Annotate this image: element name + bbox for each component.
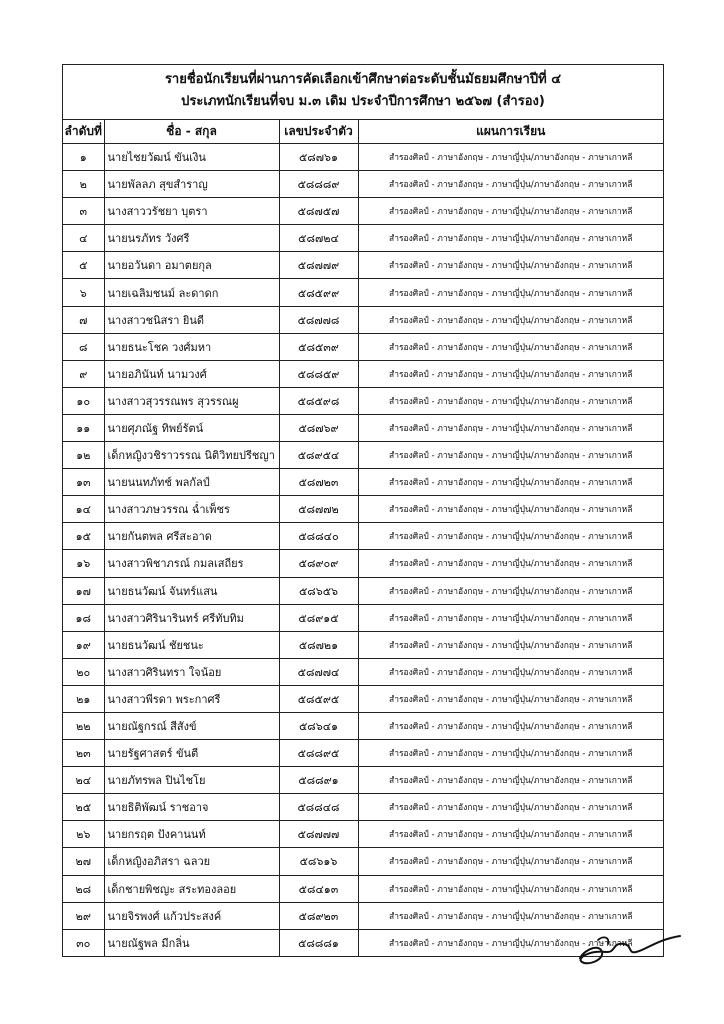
table-row xyxy=(63,387,663,414)
row-number: ๓๐ xyxy=(63,929,104,956)
table-row xyxy=(63,604,663,631)
table-row xyxy=(63,848,663,875)
row-number: ๕ xyxy=(63,252,104,279)
student-id: ๕๘๘๔๐ xyxy=(279,523,358,550)
page-title: รายชื่อนักเรียนที่ผ่านการคัดเลือกเข้าศึกษาต่อระดับชั้นมัธยมศึกษาปีที่ ๔ xyxy=(164,72,562,87)
study-plan: สำรองศิลป์ - ภาษาอังกฤษ - ภาษาญี่ปุ่น/ภาษาอังกฤษ - ภาษาเกาหลี xyxy=(358,252,663,279)
study-plan: สำรองศิลป์ - ภาษาอังกฤษ - ภาษาญี่ปุ่น/ภาษาอังกฤษ - ภาษาเกาหลี xyxy=(358,469,663,496)
student-id: ๕๘๗๕๗ xyxy=(279,198,358,225)
table-row xyxy=(63,712,663,739)
student-name: นางสาวชนิสรา ยินดี xyxy=(104,306,279,333)
student-id: ๕๘๕๙๙ xyxy=(279,279,358,306)
study-plan: สำรองศิลป์ - ภาษาอังกฤษ - ภาษาญี่ปุ่น/ภาษาอังกฤษ - ภาษาเกาหลี xyxy=(358,929,663,956)
table-row xyxy=(63,875,663,902)
study-plan: สำรองศิลป์ - ภาษาอังกฤษ - ภาษาญี่ปุ่น/ภาษาอังกฤษ - ภาษาเกาหลี xyxy=(358,414,663,441)
study-plan: สำรองศิลป์ - ภาษาอังกฤษ - ภาษาญี่ปุ่น/ภาษาอังกฤษ - ภาษาเกาหลี xyxy=(358,198,663,225)
table-row xyxy=(63,360,663,387)
study-plan: สำรองศิลป์ - ภาษาอังกฤษ - ภาษาญี่ปุ่น/ภาษาอังกฤษ - ภาษาเกาหลี xyxy=(358,848,663,875)
student-name: นายณัฐกรณ์ สีสังข์ xyxy=(104,712,279,739)
study-plan: สำรองศิลป์ - ภาษาอังกฤษ - ภาษาญี่ปุ่น/ภาษาอังกฤษ - ภาษาเกาหลี xyxy=(358,821,663,848)
student-name: นายนรภัทร วังศรี xyxy=(104,225,279,252)
study-plan: สำรองศิลป์ - ภาษาอังกฤษ - ภาษาญี่ปุ่น/ภาษาอังกฤษ - ภาษาเกาหลี xyxy=(358,360,663,387)
study-plan: สำรองศิลป์ - ภาษาอังกฤษ - ภาษาญี่ปุ่น/ภาษาอังกฤษ - ภาษาเกาหลี xyxy=(358,171,663,198)
student-name: นายนนทภัทช์ พลกัลป์ xyxy=(104,469,279,496)
student-id: ๕๘๙๒๓ xyxy=(279,902,358,929)
row-number: ๑ xyxy=(63,144,104,171)
study-plan: สำรองศิลป์ - ภาษาอังกฤษ - ภาษาญี่ปุ่น/ภาษาอังกฤษ - ภาษาเกาหลี xyxy=(358,604,663,631)
row-number: ๒๖ xyxy=(63,821,104,848)
row-number: ๒๐ xyxy=(63,658,104,685)
student-id: ๕๘๙๑๕ xyxy=(279,604,358,631)
row-number: ๒๘ xyxy=(63,875,104,902)
student-id: ๕๘๖๑๖ xyxy=(279,848,358,875)
table-body xyxy=(63,144,663,956)
student-name: นางสาววรัชยา บุตรา xyxy=(104,198,279,225)
study-plan: สำรองศิลป์ - ภาษาอังกฤษ - ภาษาญี่ปุ่น/ภาษาอังกฤษ - ภาษาเกาหลี xyxy=(358,333,663,360)
study-plan: สำรองศิลป์ - ภาษาอังกฤษ - ภาษาญี่ปุ่น/ภาษาอังกฤษ - ภาษาเกาหลี xyxy=(358,225,663,252)
row-number: ๒๑ xyxy=(63,685,104,712)
table-row xyxy=(63,171,663,198)
row-number: ๑๕ xyxy=(63,523,104,550)
table-row xyxy=(63,198,663,225)
student-id: ๕๘๗๒๑ xyxy=(279,631,358,658)
student-name: นายธนะโชค วงศ์มหา xyxy=(104,333,279,360)
row-number: ๑๙ xyxy=(63,631,104,658)
student-id: ๕๘๘๙๑ xyxy=(279,767,358,794)
student-name: นางสาวศิรินารินทร์ ศรีทับทิม xyxy=(104,604,279,631)
student-id: ๕๘๗๒๓ xyxy=(279,469,358,496)
row-number: ๑๗ xyxy=(63,577,104,604)
study-plan: สำรองศิลป์ - ภาษาอังกฤษ - ภาษาญี่ปุ่น/ภาษาอังกฤษ - ภาษาเกาหลี xyxy=(358,442,663,469)
student-name: นายพัลลภ สุขสำราญ xyxy=(104,171,279,198)
student-name: นายธิติพัฒน์ ราชอาจ xyxy=(104,794,279,821)
study-plan: สำรองศิลป์ - ภาษาอังกฤษ - ภาษาญี่ปุ่น/ภาษาอังกฤษ - ภาษาเกาหลี xyxy=(358,902,663,929)
row-number: ๑๒ xyxy=(63,442,104,469)
study-plan: สำรองศิลป์ - ภาษาอังกฤษ - ภาษาญี่ปุ่น/ภาษาอังกฤษ - ภาษาเกาหลี xyxy=(358,550,663,577)
row-number: ๘ xyxy=(63,333,104,360)
student-name: นางสาวพีรดา พระกาศรี xyxy=(104,685,279,712)
table-row xyxy=(63,306,663,333)
row-number: ๔ xyxy=(63,225,104,252)
student-name: นายธนวัฒน์ ชัยชนะ xyxy=(104,631,279,658)
study-plan: สำรองศิลป์ - ภาษาอังกฤษ - ภาษาญี่ปุ่น/ภาษาอังกฤษ - ภาษาเกาหลี xyxy=(358,496,663,523)
student-name: นายจิรพงศ์ แก้วประสงค์ xyxy=(104,902,279,929)
table-row xyxy=(63,685,663,712)
signature xyxy=(572,922,684,970)
table-row xyxy=(63,442,663,469)
student-id: ๕๘๖๕๖ xyxy=(279,577,358,604)
table-row xyxy=(63,794,663,821)
student-id: ๕๘๘๘๑ xyxy=(279,929,358,956)
student-name: นางสาวศิรินทรา ใจน้อย xyxy=(104,658,279,685)
student-id: ๕๘๕๓๙ xyxy=(279,333,358,360)
student-id: ๕๘๗๗๔ xyxy=(279,658,358,685)
student-id: ๕๘๙๐๙ xyxy=(279,550,358,577)
row-number: ๒๒ xyxy=(63,712,104,739)
student-name: นางสาวพิชาภรณ์ กมลเสถียร xyxy=(104,550,279,577)
table-row xyxy=(63,767,663,794)
student-name: นายอภินันท์ นามวงศ์ xyxy=(104,360,279,387)
row-number: ๒ xyxy=(63,171,104,198)
student-name: นายภัทรพล ปินไชโย xyxy=(104,767,279,794)
student-id: ๕๘๙๕๔ xyxy=(279,442,358,469)
student-id: ๕๘๖๔๑ xyxy=(279,712,358,739)
student-name: นายณัฐพล มีกลิ่น xyxy=(104,929,279,956)
table-row xyxy=(63,658,663,685)
table-row xyxy=(63,252,663,279)
study-plan: สำรองศิลป์ - ภาษาอังกฤษ - ภาษาญี่ปุ่น/ภาษาอังกฤษ - ภาษาเกาหลี xyxy=(358,279,663,306)
student-name: นายไชยวัฒน์ ขันเงิน xyxy=(104,144,279,171)
study-plan: สำรองศิลป์ - ภาษาอังกฤษ - ภาษาญี่ปุ่น/ภาษาอังกฤษ - ภาษาเกาหลี xyxy=(358,523,663,550)
table-header-row xyxy=(63,120,663,144)
student-name: นายธนวัฒน์ จันทร์แสน xyxy=(104,577,279,604)
study-plan: สำรองศิลป์ - ภาษาอังกฤษ - ภาษาญี่ปุ่น/ภาษาอังกฤษ - ภาษาเกาหลี xyxy=(358,577,663,604)
student-name: นายรัฐศาสตร์ ขันตี xyxy=(104,740,279,767)
row-number: ๑๘ xyxy=(63,604,104,631)
row-number: ๗ xyxy=(63,306,104,333)
study-plan: สำรองศิลป์ - ภาษาอังกฤษ - ภาษาญี่ปุ่น/ภาษาอังกฤษ - ภาษาเกาหลี xyxy=(358,740,663,767)
table-row xyxy=(63,577,663,604)
study-plan: สำรองศิลป์ - ภาษาอังกฤษ - ภาษาญี่ปุ่น/ภาษาอังกฤษ - ภาษาเกาหลี xyxy=(358,794,663,821)
study-plan: สำรองศิลป์ - ภาษาอังกฤษ - ภาษาญี่ปุ่น/ภาษาอังกฤษ - ภาษาเกาหลี xyxy=(358,875,663,902)
row-number: ๑๖ xyxy=(63,550,104,577)
table-row xyxy=(63,225,663,252)
table-row xyxy=(63,550,663,577)
study-plan: สำรองศิลป์ - ภาษาอังกฤษ - ภาษาญี่ปุ่น/ภาษาอังกฤษ - ภาษาเกาหลี xyxy=(358,685,663,712)
table-row xyxy=(63,469,663,496)
row-number: ๖ xyxy=(63,279,104,306)
row-number: ๑๐ xyxy=(63,387,104,414)
document-table-frame xyxy=(62,64,664,957)
page-subtitle: ประเภทนักเรียนที่จบ ม.๓ เดิม ประจำปีการศึกษา ๒๕๖๗ (สำรอง) xyxy=(181,94,545,109)
column-header-no: ลำดับที่ xyxy=(63,120,104,144)
row-number: ๒๗ xyxy=(63,848,104,875)
student-id: ๕๘๗๗๘ xyxy=(279,306,358,333)
study-plan: สำรองศิลป์ - ภาษาอังกฤษ - ภาษาญี่ปุ่น/ภาษาอังกฤษ - ภาษาเกาหลี xyxy=(358,306,663,333)
student-name: เด็กหญิงวชิราวรรณ นิติวิทยปรีชญา xyxy=(104,442,279,469)
table-row xyxy=(63,144,663,171)
row-number: ๑๑ xyxy=(63,414,104,441)
student-id: ๕๘๗๖๑ xyxy=(279,144,358,171)
student-name: เด็กชายพิชญะ สระทองลอย xyxy=(104,875,279,902)
study-plan: สำรองศิลป์ - ภาษาอังกฤษ - ภาษาญี่ปุ่น/ภาษาอังกฤษ - ภาษาเกาหลี xyxy=(358,631,663,658)
row-number: ๒๙ xyxy=(63,902,104,929)
student-id: ๕๘๗๒๔ xyxy=(279,225,358,252)
row-number: ๒๓ xyxy=(63,740,104,767)
student-name: นางสาวสุวรรณพร สุวรรณผู xyxy=(104,387,279,414)
row-number: ๙ xyxy=(63,360,104,387)
student-id: ๕๘๕๙๘ xyxy=(279,387,358,414)
student-id: ๕๘๘๙๕ xyxy=(279,740,358,767)
table-row xyxy=(63,740,663,767)
student-id: ๕๘๘๘๙ xyxy=(279,171,358,198)
study-plan: สำรองศิลป์ - ภาษาอังกฤษ - ภาษาญี่ปุ่น/ภาษาอังกฤษ - ภาษาเกาหลี xyxy=(358,658,663,685)
study-plan: สำรองศิลป์ - ภาษาอังกฤษ - ภาษาญี่ปุ่น/ภาษาอังกฤษ - ภาษาเกาหลี xyxy=(358,144,663,171)
student-id: ๕๘๗๖๙ xyxy=(279,414,358,441)
row-number: ๑๓ xyxy=(63,469,104,496)
student-name: นายอวันดา อมาตยกุล xyxy=(104,252,279,279)
student-id: ๕๘๕๙๕ xyxy=(279,685,358,712)
row-number: ๑๔ xyxy=(63,496,104,523)
table-row xyxy=(63,631,663,658)
table-row xyxy=(63,496,663,523)
row-number: ๓ xyxy=(63,198,104,225)
row-number: ๒๔ xyxy=(63,767,104,794)
table-row xyxy=(63,414,663,441)
student-id: ๕๘๘๔๘ xyxy=(279,794,358,821)
row-number: ๒๕ xyxy=(63,794,104,821)
student-id: ๕๘๗๗๒ xyxy=(279,496,358,523)
study-plan: สำรองศิลป์ - ภาษาอังกฤษ - ภาษาญี่ปุ่น/ภาษาอังกฤษ - ภาษาเกาหลี xyxy=(358,712,663,739)
document-header xyxy=(63,65,663,120)
student-name: เด็กหญิงอภิสรา ฉลวย xyxy=(104,848,279,875)
column-header-plan: แผนการเรียน xyxy=(358,120,663,144)
student-table xyxy=(63,120,663,956)
student-name: นายศุภณัฐ ทิพย์รัตน์ xyxy=(104,414,279,441)
student-id: ๕๘๗๗๙ xyxy=(279,252,358,279)
table-row xyxy=(63,523,663,550)
student-name: นายกันตพล ศรีสะอาด xyxy=(104,523,279,550)
study-plan: สำรองศิลป์ - ภาษาอังกฤษ - ภาษาญี่ปุ่น/ภาษาอังกฤษ - ภาษาเกาหลี xyxy=(358,767,663,794)
column-header-name: ชื่อ - สกุล xyxy=(104,120,279,144)
student-name: นายเฉลิมชนม์ ละดาดก xyxy=(104,279,279,306)
table-row xyxy=(63,333,663,360)
student-id: ๕๘๗๗๗ xyxy=(279,821,358,848)
student-name: นายกรฤต ปังคานนท์ xyxy=(104,821,279,848)
student-id: ๕๘๔๑๓ xyxy=(279,875,358,902)
table-row xyxy=(63,279,663,306)
student-id: ๕๘๘๕๙ xyxy=(279,360,358,387)
study-plan: สำรองศิลป์ - ภาษาอังกฤษ - ภาษาญี่ปุ่น/ภาษาอังกฤษ - ภาษาเกาหลี xyxy=(358,387,663,414)
student-name: นางสาวภษวรรณ ฉ่ำเพ็ชร xyxy=(104,496,279,523)
table-row xyxy=(63,821,663,848)
column-header-student-id: เลขประจำตัว xyxy=(279,120,358,144)
